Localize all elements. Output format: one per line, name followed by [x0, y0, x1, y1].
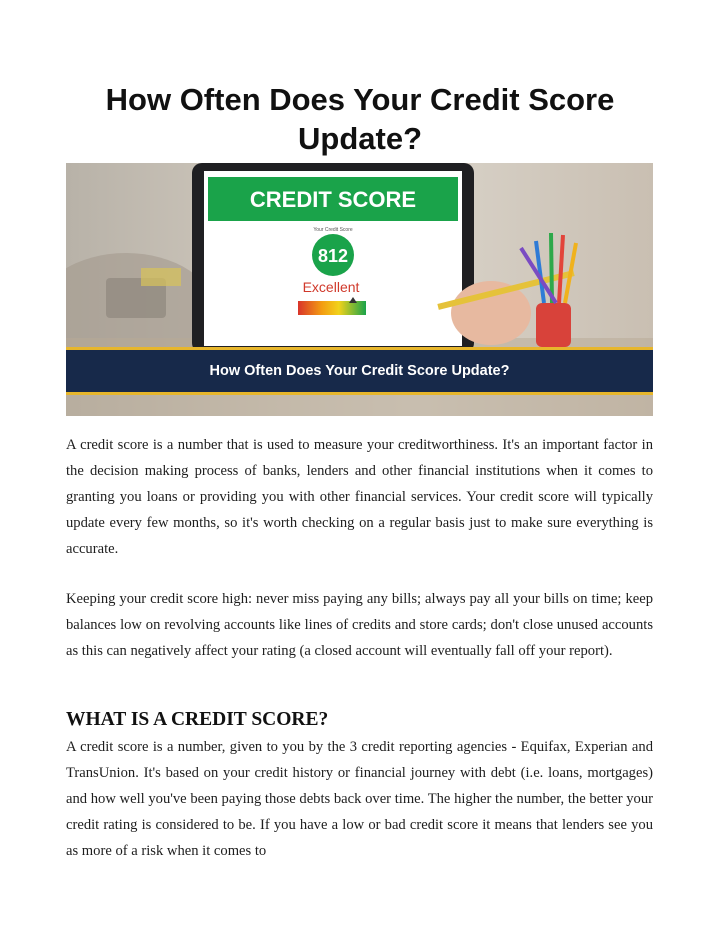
pencil-cup [536, 303, 571, 347]
intro-paragraph: A credit score is a number that is used to measure your creditworthiness. It's an important factor in the decision making process of banks, lenders and other financial institutions when it comes to granting you loans or providing you with other financial services. Your credit score will typically update every few months, so it's worth checking on a regular basis just to make sure everything is accurate. [66, 437, 653, 557]
section-heading: WHAT IS A CREDIT SCORE? [66, 709, 329, 730]
score-rating: Excellent [302, 279, 360, 295]
hero-banner: How Often Does Your Credit Score Update? [66, 347, 653, 395]
score-meter [298, 301, 366, 315]
page-title: How Often Does Your Credit Score Update? [105, 82, 615, 156]
screen-heading: CREDIT SCORE [249, 187, 417, 212]
tips-paragraph: Keeping your credit score high: never miss paying any bills; always pay all your bills on time; keep balances low on revolving accounts like lines of credits and store cards; don't close unused accounts as this can negatively affect your rating (a closed account will eventually fall off your report). [66, 591, 653, 659]
hero-image [66, 163, 653, 416]
score-value: 812 [317, 246, 349, 266]
hand-image [451, 281, 531, 345]
section-paragraph: A credit score is a number, given to you by the 3 credit reporting agencies - Equifax, Experian and TransUnion. It's based on your credit history or financial journey with debt (i.e. loans, mortgages) and how well you've been paying those debts back over time. The higher the number, the better your credit rating is considered to be. If you have a low or bad credit score it means that lenders see you as more of a risk when it comes to [66, 739, 653, 859]
screen-caption: Your Credit Score [313, 227, 353, 233]
